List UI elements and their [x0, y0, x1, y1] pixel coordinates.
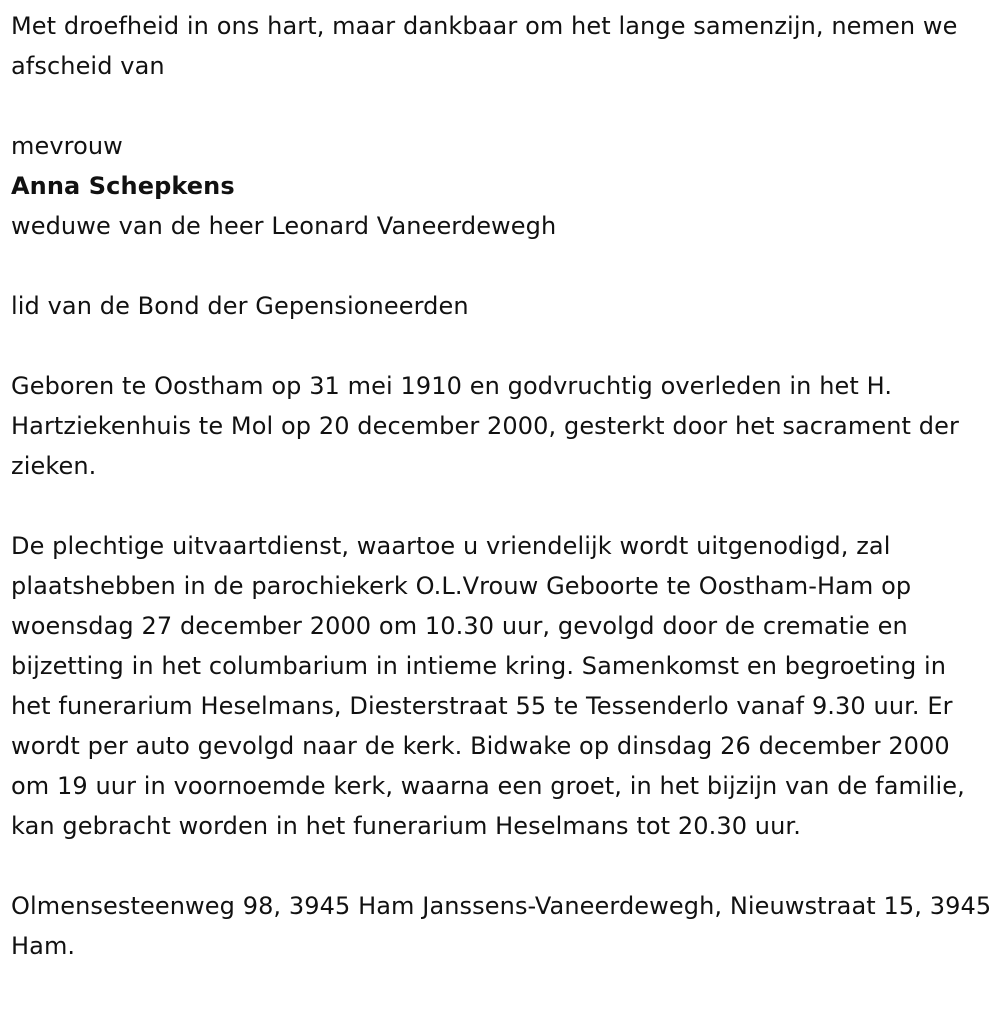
deceased-name: Anna Schepkens [11, 172, 235, 200]
widow-of-line: weduwe van de heer Leonard Vaneerdewegh [11, 212, 557, 240]
intro-paragraph: Met droefheid in ons hart, maar dankbaar om het lange samenzijn, nemen we afscheid van [11, 12, 958, 80]
spacer [11, 846, 993, 886]
obituary-notice [11, 6, 993, 966]
addresses-paragraph: Olmensesteenweg 98, 3945 Ham Janssens-Vaneerdewegh, Nieuwstraat 15, 3945 Ham. [11, 892, 992, 960]
honorific: mevrouw [11, 132, 123, 160]
spacer [11, 246, 993, 286]
spacer [11, 326, 993, 366]
spacer [11, 86, 993, 126]
ceremony-paragraph: De plechtige uitvaartdienst, waartoe u vriendelijk wordt uitgenodigd, zal plaatshebben in de parochiekerk O.L.Vrouw Geboorte te Oostham-Ham op woensdag 27 december 2000 om 10.30 uur, gevolgd door de crematie en bijzetting in het columbarium in intieme kring. Samenkomst en begroeting in het funerarium Heselmans, Diesterstraat 55 te Tessenderlo vanaf 9.30 uur. Er wordt per auto gevolgd naar de kerk. Bidwake op dinsdag 26 december 2000 om 19 uur in voornoemde kerk, waarna een groet, in het bijzijn van de familie, kan gebracht worden in het funerarium Heselmans tot 20.30 uur. [11, 532, 965, 840]
membership-line: lid van de Bond der Gepensioneerden [11, 292, 469, 320]
spacer [11, 486, 993, 526]
birth-death-paragraph: Geboren te Oostham op 31 mei 1910 en godvruchtig overleden in het H. Hartziekenhuis te Mol op 20 december 2000, gesterkt door het sacrament der zieken. [11, 372, 959, 480]
